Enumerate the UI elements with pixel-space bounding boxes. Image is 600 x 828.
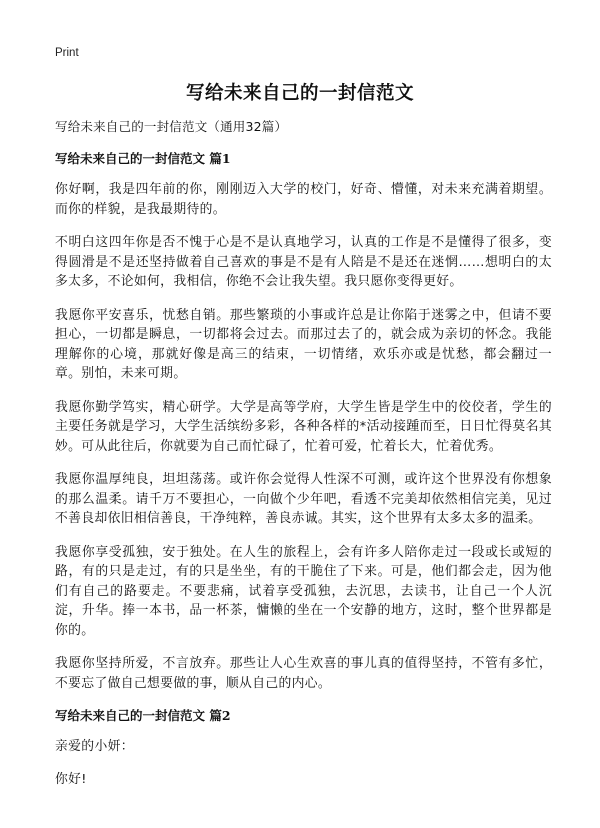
page-title: 写给未来自己的一封信范文 — [185, 83, 414, 104]
paragraph: 你好啊，我是四年前的你，刚刚迈入大学的校门，好奇、懵懂，对未来充满着期望。而你的样貌，是我最期待的。 — [55, 182, 552, 217]
section-heading-1: 写给未来自己的一封信范文 篇1 — [55, 151, 231, 166]
document-subtitle: 写给未来自己的一封信范文（通用32篇） — [55, 119, 288, 134]
paragraph: 我愿你坚持所爱，不言放弃。那些让人心生欢喜的事儿真的值得坚持，不管有多忙，不要忘了做自己想要做的事，顺从自己的内心。 — [55, 656, 552, 691]
paragraph: 我愿你平安喜乐，忧愁自销。那些繁琐的小事或许总是让你陷于迷雾之中，但请不要担心，一切都是瞬息，一切都将会过去。而那过去了的，就会成为亲切的怀念。我能理解你的心境，那就好像是高三的结束，一切情绪，欢乐亦或是忧愁，都会翻过一章。别怕，未来可期。 — [55, 307, 552, 381]
paragraph: 我愿你享受孤独，安于独处。在人生的旅程上，会有许多人陪你走过一段或长或短的路，有的只是走过，有的只是坐坐，有的干脆住了下来。可是，他们都会走，因为他们有自己的路要走。不要悲痛，试着享受孤独，去沉思，去读书，让自己一个人沉淀，升华。捧一本书，品一杯茶，慵懒的坐在一个安静的地方，这时，整个世界都是你的。 — [55, 544, 552, 638]
paragraph: 我愿你勤学笃实，精心研学。大学是高等学府，大学生皆是学生中的佼佼者，学生的主要任务就是学习，大学生活缤纷多彩，各种各样的*活动接踵而至，日日忙得莫名其妙。可从此往后，你就要为自己而忙碌了，忙着可爱，忙着长大，忙着优秀。 — [55, 399, 552, 454]
salutation: 亲爱的小妍： — [55, 739, 134, 754]
document-body — [55, 118, 552, 802]
greeting: 你好! — [55, 771, 87, 787]
paragraph: 不明白这四年你是否不愧于心是不是认真地学习，认真的工作是不是懂得了很多，变得圆滑是不是还坚持做着自己喜欢的事是不是有人陪是不是还在迷惘……想明白的太多太多，不论如何，我相信，你绝不会让我失望。我只愿你变得更好。 — [55, 235, 552, 289]
print-link[interactable]: Print — [55, 47, 79, 59]
section-heading-2: 写给未来自己的一封信范文 篇2 — [55, 708, 231, 723]
paragraph: 我愿你温厚纯良，坦坦荡荡。或许你会觉得人性深不可测，或许这个世界没有你想象的那么温柔。请千万不要担心，一向做个少年吧，看透不完美却依然相信完美，见过不善良却依旧相信善良，干净纯粹，善良赤诚。其实，这个世界有太多太多的温柔。 — [55, 472, 552, 526]
